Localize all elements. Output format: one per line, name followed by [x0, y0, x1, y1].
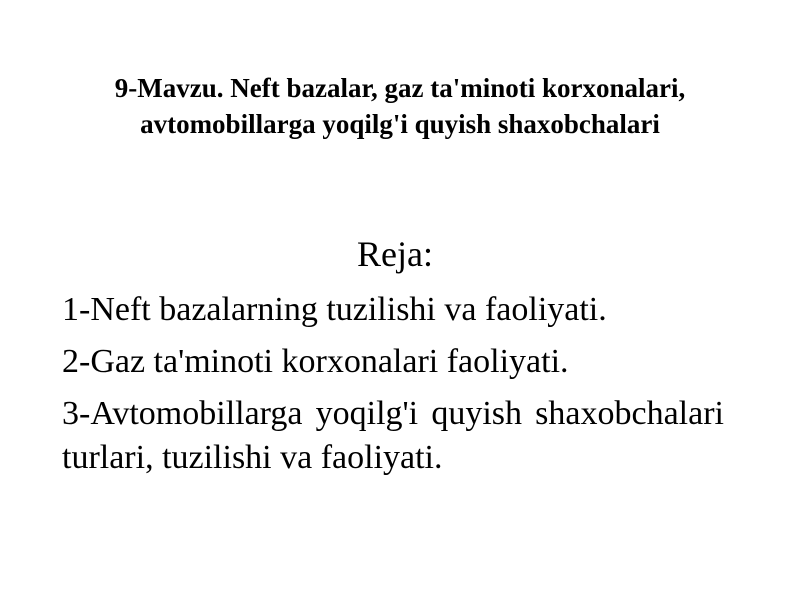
- plan-list: [62, 288, 724, 488]
- plan-heading: Reja:: [357, 234, 433, 274]
- plan-item-3: 3-Avtomobillarga yoqilg'i quyish shaxobchalari turlari, tuzilishi va faoliyati.: [62, 395, 724, 476]
- title-line-2: avtomobillarga yoqilg'i quyish shaxobchalari: [140, 109, 660, 139]
- plan-item-2: 2-Gaz ta'minoti korxonalari faoliyati.: [62, 343, 569, 380]
- plan-item-1: 1-Neft bazalarning tuzilishi va faoliyati.: [62, 291, 607, 328]
- slide-title: [40, 70, 760, 142]
- title-line-1: 9-Mavzu. Neft bazalar, gaz ta'minoti korxonalari,: [114, 73, 686, 103]
